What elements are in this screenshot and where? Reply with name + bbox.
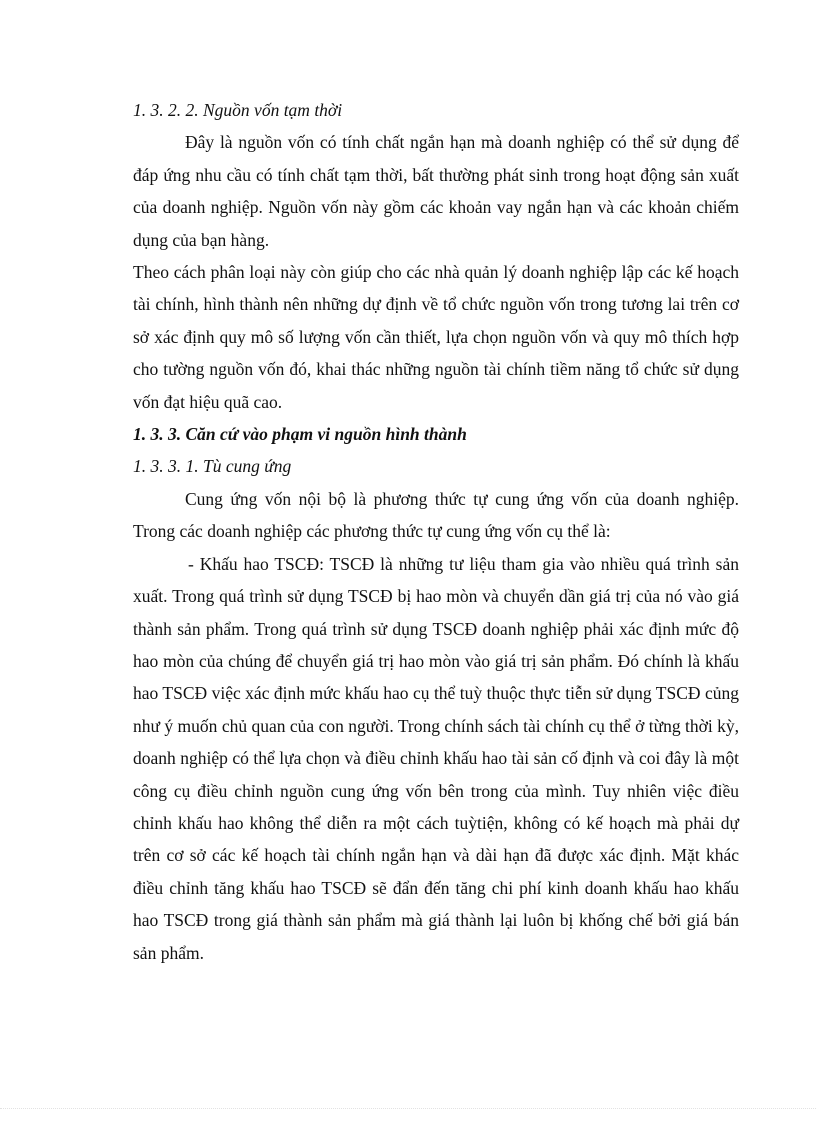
section-heading-1-3-3-1: 1. 3. 3. 1. Tù cung ứng: [133, 456, 292, 477]
paragraph-temporary-capital: Đây là nguồn vốn có tính chất ngắn hạn mà doanh nghiệp có thể sử dụng để đáp ứng nhu cầu có tính chất tạm thời, bất thường phát sinh trong hoạt động sản xuất của doanh nghiệp. Nguồn vốn này gồm các khoản vay ngắn hạn và các khoản chiếm dụng của bạn hàng.: [133, 132, 739, 250]
paragraph-classification-benefit: Theo cách phân loại này còn giúp cho các nhà quản lý doanh nghiệp lập các kế hoạch tài chính, hình thành nên những dự định về tổ chức nguồn vốn trong tương lai trên cơ sở xác định quy mô số lượng vốn cần thiết, lựa chọn nguồn vốn và quy mô thích hợp cho tường nguồn vốn đó, khai thác những nguồn tài chính tiềm năng tổ chức sử dụng vốn đạt hiệu quã cao.: [133, 262, 739, 412]
section-heading-1-3-2-2: 1. 3. 2. 2. Nguồn vốn tạm thời: [133, 100, 343, 120]
paragraph-depreciation: - Khấu hao TSCĐ: TSCĐ là những tư liệu tham gia vào nhiều quá trình sản xuất. Trong quá trình sử dụng TSCĐ bị hao mòn và chuyển dần giá trị của nó vào giá thành sản phẩm. Trong quá trình sử dụng TSCĐ doanh nghiệp phải xác định mức độ hao mòn của chúng để chuyển giá trị hao mòn vào giá trị sản phẩm. Đó chính là khấu hao TSCĐ việc xác định mức khấu hao cụ thể tuỳ thuộc thực tiễn sử dụng TSCĐ củng như ý muốn chủ quan của con người. Trong chính sách tài chính cụ thể ở từng thời kỳ, doanh nghiệp có thể lựa chọn và điều chỉnh khấu hao tài sản cố định và coi đây là một công cụ điều chỉnh nguồn cung ứng vốn bên trong của mình. Tuy nhiên việc điều chỉnh khấu hao không thể diễn ra một cách tuỳtiện, không có kế hoạch mà phải dự trên cơ sở các kế hoạch tài chính ngắn hạn và dài hạn đã được xác định. Mặt khác điều chỉnh tăng khấu hao TSCĐ sẽ đẩn đến tăng chi phí kinh doanh khấu hao khấu hao TSCĐ trong giá thành sản phẩm mà giá thành lại luôn bị khống chế bởi giá bán sản phẩm.: [133, 553, 739, 963]
page-bottom-divider: [0, 1108, 816, 1109]
paragraph-internal-supply: Cung ứng vốn nội bộ là phương thức tự cung ứng vốn của doanh nghiệp. Trong các doanh nghiệp các phương thức tự cung ứng vốn cụ thể là:: [133, 488, 739, 542]
document-body: [133, 94, 739, 969]
section-heading-1-3-3: 1. 3. 3. Căn cứ vào phạm vi nguồn hình thành: [133, 424, 467, 445]
